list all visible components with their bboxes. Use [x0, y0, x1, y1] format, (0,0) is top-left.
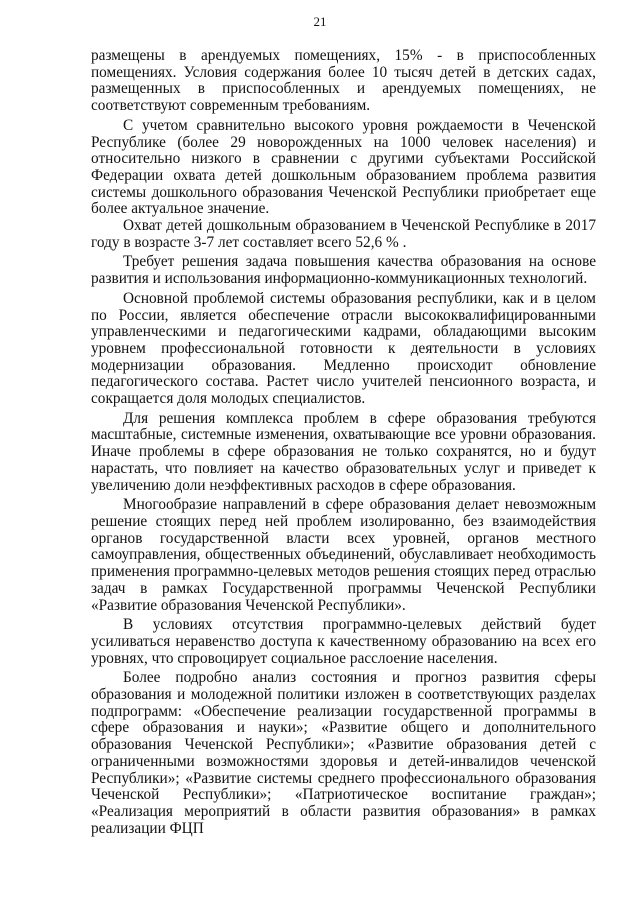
paragraph-9: Более подробно анализ состояния и прогноз развития сферы образования и молодежной политики изложен в соответствующих разделах подпрограмм: «Обеспечение реализации государственной программы в сфере образования и науки»; «Развитие общего и дополнительного образования Чеченской Республики»; «Развитие образования детей с ограниченными возможностями здоровья и детей-инвалидов чеченской Республики»; «Развитие системы среднего профессионального образования Чеченской Республики»; «Патриотическое воспитание граждан»; «Реализация мероприятий в области развития образования» в рамках реализации ФЦП	[91, 669, 596, 837]
paragraph-5: Основной проблемой системы образования республики, как и в целом по России, является обеспечение отрасли высококвалифицированными управленческими и педагогическими кадрами, обладающими высоким уровнем профессиональной готовности к деятельности в условиях модернизации образования. Медленно происходит обновление педагогического состава. Растет число учителей пенсионного возраста, и сокращается доля молодых специалистов.	[91, 289, 596, 408]
paragraph-1: размещены в арендуемых помещениях, 15% - в приспособленных помещениях. Условия содержания более 10 тысяч детей в детских садах, размещенных в приспособленных и арендуемых помещениях, не соответствуют современным требованиям.	[91, 47, 596, 115]
paragraph-8: В условиях отсутствия программно-целевых действий будет усиливаться неравенство доступа к качественному образованию на всех его уровнях, что спровоцирует социальное расслоение населения.	[91, 616, 596, 667]
paragraph-7: Многообразие направлений в сфере образования делает невозможным решение стоящих перед ней проблем изолированно, без взаимодействия органов государственной власти всех уровней, органов местного самоуправления, общественных объединений, обуславливает необходимость применения программно-целевых методов решения стоящих перед отраслью задач в рамках Государственной программы Чеченской Республики «Развитие образования Чеченской Республики».	[91, 496, 596, 614]
paragraph-4: Требует решения задача повышения качества образования на основе развития и использования информационно-коммуникационных технологий.	[91, 253, 596, 288]
page-number: 21	[313, 14, 327, 29]
paragraph-3: Охват детей дошкольным образованием в Чеченской Республике в 2017 году в возрасте 3-7 лет составляет всего 52,6 % .	[91, 217, 596, 251]
body-text	[91, 48, 596, 837]
paragraph-6: Для решения комплекса проблем в сфере образования требуются масштабные, системные изменения, охватывающие все уровни образования. Иначе проблемы в сфере образования не только сохранятся, но и будут нарастать, что повлияет на качество образовательных услуг и приведет к увеличению доли неэффективных расходов в сфере образования.	[91, 409, 596, 494]
paragraph-2: С учетом сравнительно высокого уровня рождаемости в Чеченской Республике (более 29 новорожденных на 1000 человек населения) и относительно низкого в сравнении с другими субъектами Российской Федерации охвата детей дошкольным образованием проблема развития системы дошкольного образования Чеченской Республики приобретает еще более актуальное значение.	[91, 116, 596, 218]
